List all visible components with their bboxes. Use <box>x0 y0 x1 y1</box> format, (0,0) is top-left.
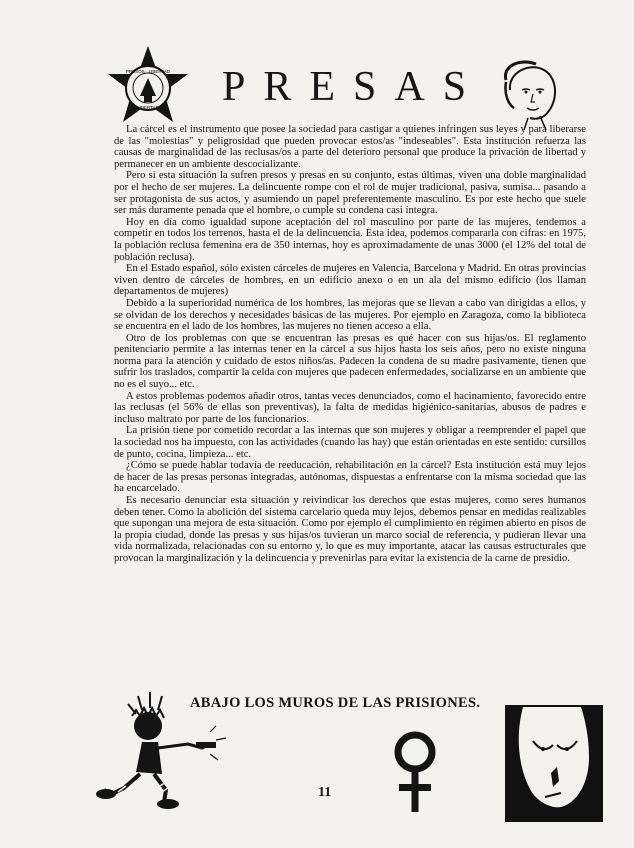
paragraph-2: Pero si esta situación la sufren presos y presas en su conjunto, estas últimas, viven una doble marginalidad por el hecho de ser mujeres. La delincuente rompe con el rol de mujer tradicional, pasiva, sumisa... pasando a ser protagonista de sus actos, y asumiendo un papel preferentemente masculino. Es por este hecho que suele ser más duramente penada que el hombre, o cumple su condena casi íntegra. <box>114 170 586 217</box>
paragraph-10: Es necesario denunciar esta situación y reivindicar los derechos que estas mujeres, como seres humanos deben tener. Como la abolición del sistema carcelario queda muy lejos, debemos pensar en medidas realizables que supongan una mejora de esta situación. Como por ejemplo el cumplimiento en régimen abierto en pisos de la propia ciudad, donde las presas y sus hijas/os tuvieran un marco social de referencia, y pudieran llevar una vida normalizada, relacionadas con su entorno y, lo que es muy importante, atacar las causas estructurales que provocan la marginalización y la delincuencia y prevenirlas para evitar la existencia de la carne de presidio. <box>114 495 586 564</box>
paragraph-9: ¿Cómo se puede hablar todavía de reeducación, rehabilitación en la cárcel? Esta institución está muy lejos de hacer de las presas personas integradas, autónomas, dispuestas a enfrentarse con la misma sociedad que las ha encarcelado. <box>114 460 586 495</box>
paragraph-5: Debido a la superioridad numérica de los hombres, las mejoras que se llevan a cabo van dirigidas a ellos, y se olvidan de los derechos y necesidades básicas de las mujeres. Por ejemplo en Zaragoza, como la biblioteca se encuentra en el lado de los hombres, las mujeres no tienen acceso a ella. <box>114 297 586 333</box>
logo-text-top: PRESOS · LIBERTAD <box>125 69 171 74</box>
logo-text-bottom: LIBERTAD <box>137 105 159 110</box>
woman-face-drawing <box>500 60 562 130</box>
venus-symbol-icon <box>393 730 437 816</box>
paragraph-7: A estos problemas podemos añadir otros, tantas veces denunciados, como el hacinamiento, favorecido entre las reclusas (el 56% de ellas son preventivas), la falta de medidas higiénico-sanitarias, abusos de padres e incluso maltrato por parte de los funcionarios. <box>114 390 586 425</box>
paragraph-3: Hoy en día como igualdad supone aceptación del rol masculino por parte de las mujeres, tendemos a competir en todos los terrenos, hasta el de la delincuencia. Esta idea, podemos compararla con cifras: en 1975, la población reclusa femenina era de 350 internas, hoy es aproximadamente de unas 3000 (el 12% del total de población reclusa). <box>114 216 586 263</box>
paragraph-8: La prisión tiene por cometido recordar a las internas que son mujeres y obligar a reemprender el papel que la sociedad nos ha impuesto, con las actividades (cuando las hay) que están orientadas en este sentido: cursillos de punto, cocina, limpieza... etc. <box>114 425 586 460</box>
page-title: PRESAS <box>222 64 485 110</box>
article-body <box>114 124 586 565</box>
woman-torso-drawing <box>505 697 603 822</box>
paragraph-4: En el Estado español, sólo existen cárceles de mujeres en Valencia, Barcelona y Madrid. En otras provincias viven dentro de cárceles de hombres, en un edificio anexo o en un ala del mismo edificio (los llaman departamentos de mujeres) <box>114 263 586 298</box>
star-emblem-icon <box>106 44 190 128</box>
slogan: ABAJO LOS MUROS DE LAS PRISIONES. <box>190 695 481 711</box>
paragraph-1: La cárcel es el instrumento que posee la sociedad para castigar a quienes infringen sus leyes y para liberarse de las "molestias" y peligrosidad que pueden provocar estos/as "indeseables". Esta institución refuerza las causas de marginalidad de las reclusas/os a parte del deterioro personal que produce la privación de libertad y permanecer en un ambiente descocializante. <box>114 124 586 170</box>
page-number: 11 <box>318 785 332 800</box>
paragraph-6: Otro de los problemas con que se encuentran las presas es qué hacer con sus hijas/os. El reglamento penitenciario permite a las internas tener en la cárcel a sus hijos hasta los seis años, pero no existe ninguna norma para la atención y cuidado de estos niños/as. Padecen la condena de su madre pasivamente, tienen que sufrir los traslados, compartir la celda con mujeres que padecen enfermedades, socializarse en un ambiente que no es el suyo... etc. <box>114 332 586 391</box>
